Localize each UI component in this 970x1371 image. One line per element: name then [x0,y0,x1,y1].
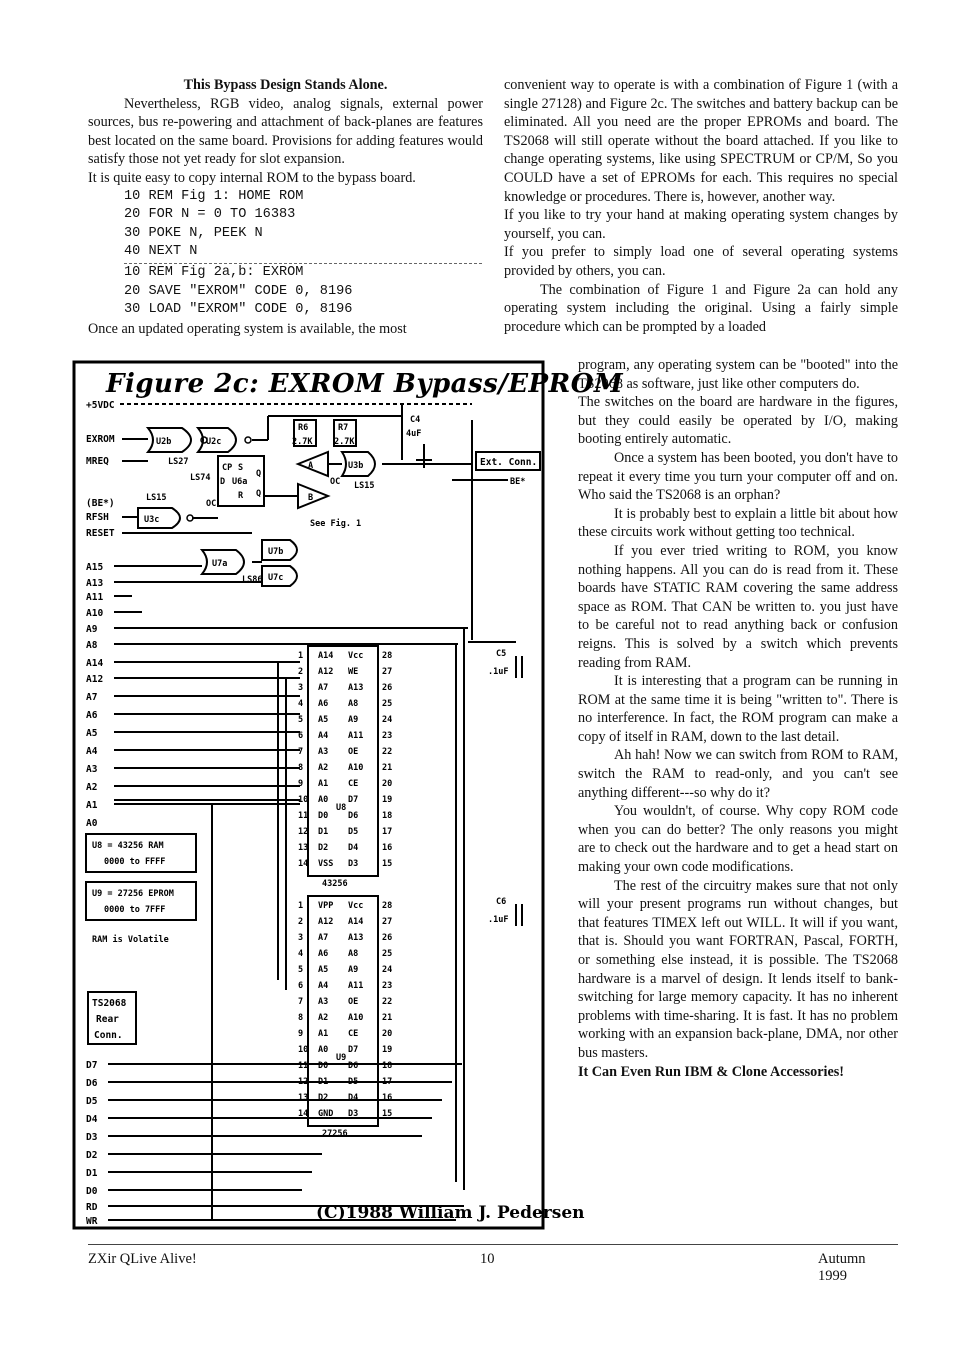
pin-number: 10 [298,1045,309,1055]
pin-name: D7 [348,1045,359,1055]
pin-name: A13 [348,683,364,693]
svg-text:A14: A14 [86,658,104,669]
left-column [88,76,483,338]
pin-number: 17 [382,1077,393,1087]
svg-text:A7: A7 [86,692,98,703]
svg-text:U9: U9 [336,1053,347,1063]
pin-name: A2 [318,763,329,773]
pin-number: 11 [298,811,309,821]
pin-number: 18 [382,811,393,821]
pin-number: 2 [298,667,304,677]
ext-conn-label: Ext. Conn. [480,457,538,468]
svg-text:D2: D2 [86,1150,98,1161]
svg-text:RD: RD [86,1202,98,1213]
section-heading: This Bypass Design Stands Alone. [183,77,388,93]
paragraph: It is probably best to explain a little bit about how these circuits work without getting too technical. [578,505,898,541]
code-line: 30 POKE N, PEEK N [124,225,263,241]
paragraph: It is quite easy to copy internal ROM to the bypass board. [88,169,416,186]
svg-text:R6: R6 [298,423,309,433]
pin-name: A1 [318,1029,329,1039]
pin-name: A3 [318,997,329,1007]
svg-text:A: A [308,461,314,471]
paragraph: program, any operating system can be "booted" into the TS2068 as software, just like other computers do. [578,357,898,392]
svg-text:U7c: U7c [268,573,284,583]
pin-number: 24 [382,715,393,725]
pin-number: 1 [298,901,304,911]
svg-text:CP: CP [222,463,233,473]
pin-number: 14 [298,1109,309,1119]
paragraph: If you like to try your hand at making operating system changes by yourself, you can. [504,207,898,242]
pin-name: A8 [348,949,359,959]
pin-name: A13 [348,933,364,943]
pin-number: 25 [382,949,393,959]
signal-label: RESET [86,528,115,539]
footer-issue: Autumn 1999 [818,1251,866,1284]
chip-name: 43256 [322,879,348,889]
svg-text:WR: WR [86,1216,98,1227]
pin-number: 2 [298,917,304,927]
pin-number: 15 [382,1109,393,1119]
svg-text:4uF: 4uF [406,429,422,439]
pin-number: 1 [298,651,304,661]
svg-text:BE*: BE* [510,477,526,487]
svg-text:C4: C4 [410,415,421,425]
paragraph: convenient way to operate is with a combination of Figure 1 (with a single 27128) and Figure 2c. The switches and battery backup can be eliminated. All you need are the proper EPROMs and board. The TS2068 will still operate without the board attached. If you like to change operating systems, like using SPECTRUM or CP/M, So you COULD have a set of EPROMs for each. This requires no special knowledge or procedures. There is, however, another way. [504,77,898,205]
pin-name: D7 [348,795,359,805]
paragraph: The switches on the board are hardware in the figures, but they could easily be operated by I/O, making booting entirely automatic. [578,394,898,448]
pin-name: OE [348,747,359,757]
pin-name: D0 [318,1061,329,1071]
svg-text:D5: D5 [86,1096,98,1107]
pin-number: 23 [382,731,393,741]
pin-name: A11 [348,731,364,741]
pin-name: A10 [348,763,364,773]
svg-text:A6: A6 [86,710,98,721]
pin-name: D3 [348,1109,359,1119]
paragraph: If you prefer to simply load one of several operating systems provided by others, you can. [504,244,898,279]
svg-text:D7: D7 [86,1060,98,1071]
pin-number: 26 [382,933,393,943]
pin-number: 17 [382,827,393,837]
footer-rule [88,1244,898,1245]
svg-text:0000 to 7FFF: 0000 to 7FFF [104,905,166,915]
svg-text:A4: A4 [86,746,98,757]
pin-number: 11 [298,1061,309,1071]
pin-number: 7 [298,997,304,1007]
pin-name: D5 [348,1077,359,1087]
pin-name: CE [348,779,359,789]
svg-text:A0: A0 [86,818,98,829]
pin-name: WE [348,667,359,677]
pin-number: 5 [298,715,304,725]
svg-text:A1: A1 [86,800,98,811]
pin-name: A3 [318,747,329,757]
svg-text:Q: Q [256,489,262,499]
pin-name: CE [348,1029,359,1039]
pin-number: 16 [382,843,393,853]
svg-text:U2c: U2c [206,437,222,447]
pin-name: D6 [348,1061,359,1071]
svg-text:A13: A13 [86,578,104,589]
pin-name: A8 [348,699,359,709]
pin-name: A4 [318,981,329,991]
pin-number: 14 [298,859,309,869]
svg-text:Rear: Rear [96,1014,119,1025]
svg-text:D4: D4 [86,1114,98,1125]
code-line: 10 REM Fig 2a,b: EXROM [124,264,304,280]
paragraph: If you ever tried writing to ROM, you know nothing happens. All you can do is read from it. These boards have STATIC RAM covering the same address space as ROM. That CAN be written to. you just have to be careful not to read anything back or confusion reigns. This is solved by a switch which prevents reading from RAM. [578,542,898,671]
paragraph: Nevertheless, RGB video, analog signals, external power sources, bus re-powering and attachment of back-planes are features best located on the same board. Provisions for adding features would satisfy those not yet ready for slot expansion. [88,95,483,168]
svg-text:LS15: LS15 [354,481,375,491]
svg-text:A10: A10 [86,608,104,619]
page-number: 10 [480,1251,495,1267]
svg-text:U8 = 43256 RAM: U8 = 43256 RAM [92,841,164,851]
pin-number: 26 [382,683,393,693]
pin-number: 15 [382,859,393,869]
pin-name: D0 [318,811,329,821]
pin-number: 23 [382,981,393,991]
pin-number: 22 [382,997,393,1007]
svg-text:A3: A3 [86,764,98,775]
svg-text:A11: A11 [86,592,104,603]
svg-text:U2b: U2b [156,437,172,447]
svg-text:R7: R7 [338,423,349,433]
pin-name: D4 [348,843,359,853]
svg-text:C5: C5 [496,649,507,659]
svg-text:U9 = 27256 EPROM: U9 = 27256 EPROM [92,889,174,899]
pin-name: A5 [318,715,329,725]
pin-name: A0 [318,1045,329,1055]
pin-name: D6 [348,811,359,821]
pin-name: A2 [318,1013,329,1023]
svg-text:U8: U8 [336,803,347,813]
paragraph: The rest of the circuitry makes sure that not only will your present programs run without changes, but that features TIMEX left out WILL. It will if you want, that is. Should you want FORTRAN, Pascal, FORTH, or something else instead, it is possible. The TS2068 hardware is a marvel of design. It lends itself to bank-switching for large memory capacity. It has no inherent problems with time-sharing. It is fast. It has no problem working with an expansion back-plane, DMA, nor other bus masters. [578,877,898,1061]
svg-text:A9: A9 [86,624,98,635]
svg-text:TS2068: TS2068 [92,998,127,1009]
svg-text:D6: D6 [86,1078,98,1089]
pin-number: 27 [382,917,393,927]
pin-name: D1 [318,1077,329,1087]
svg-text:Q: Q [256,469,262,479]
pin-name: D3 [348,859,359,869]
svg-text:LS27: LS27 [168,457,189,467]
pin-number: 21 [382,1013,393,1023]
svg-text:A12: A12 [86,674,104,685]
svg-text:LS74: LS74 [190,473,211,483]
pin-number: 4 [298,949,304,959]
pin-name: A4 [318,731,329,741]
schematic-figure [72,360,624,1230]
svg-text:0000 to FFFF: 0000 to FFFF [104,857,166,867]
chip-name: 27256 [322,1129,348,1139]
pin-name: A14 [348,917,364,927]
pin-name: A7 [318,683,329,693]
pin-number: 3 [298,933,304,943]
pin-name: A7 [318,933,329,943]
signal-label: RFSH [86,512,109,523]
pin-number: 21 [382,763,393,773]
pin-number: 20 [382,779,393,789]
pin-number: 25 [382,699,393,709]
pin-name: A14 [318,651,334,661]
pin-name: A10 [348,1013,364,1023]
paragraph: Once a system has been booted, you don't have to repeat it every time you turn your computer off and on. Who said the TS2068 is an orphan? [578,449,898,504]
svg-text:U6a: U6a [232,477,248,487]
address-lines [114,566,468,804]
pin-number: 27 [382,667,393,677]
code-line: 30 LOAD "EXROM" CODE 0, 8196 [124,302,353,318]
pin-number: 13 [298,843,309,853]
pin-number: 12 [298,1077,309,1087]
svg-text:U3b: U3b [348,461,364,471]
svg-text:.1uF: .1uF [488,667,509,677]
pin-name: VPP [318,901,334,911]
pin-name: Vcc [348,901,364,911]
code-line: 40 NEXT N [124,244,198,260]
pin-number: 19 [382,795,393,805]
pin-name: D1 [318,827,329,837]
right-column [504,76,898,336]
svg-text:Conn.: Conn. [94,1030,123,1041]
svg-text:B: B [308,493,314,503]
pin-number: 20 [382,1029,393,1039]
svg-text:D3: D3 [86,1132,98,1143]
paragraph: It is interesting that a program can be running in ROM at the same time it is being "written to". There is no interference. In fact, the ROM program can make a copy of itself in RAM, down to the last detail. [578,673,898,745]
pin-name: D2 [318,1093,329,1103]
pin-number: 6 [298,731,304,741]
code-line: 20 SAVE "EXROM" CODE 0, 8196 [124,283,353,299]
pin-name: A0 [318,795,329,805]
pin-number: 7 [298,747,304,757]
pin-name: A1 [318,779,329,789]
pin-number: 13 [298,1093,309,1103]
pin-number: 28 [382,901,393,911]
pin-name: D5 [348,827,359,837]
pin-number: 24 [382,965,393,975]
svg-text:OC: OC [206,499,217,509]
pin-number: 8 [298,1013,304,1023]
footer-magazine: ZXir QLive Alive! [88,1251,197,1267]
svg-text:D0: D0 [86,1186,98,1197]
pin-number: 28 [382,651,393,661]
closing-line: It Can Even Run IBM & Clone Accessories! [578,1063,845,1080]
pin-number: 4 [298,699,304,709]
page-footer [88,1248,898,1284]
svg-text:D: D [220,477,226,487]
signal-label: (BE*) [86,498,115,509]
pin-name: A6 [318,949,329,959]
eprom-chip [308,896,378,1126]
ram-volatile-note: RAM is Volatile [92,935,169,945]
svg-text:D1: D1 [86,1168,98,1179]
svg-text:U7a: U7a [212,559,228,569]
see-fig-note: See Fig. 1 [310,519,362,529]
pin-number: 22 [382,747,393,757]
pin-number: 3 [298,683,304,693]
pin-number: 10 [298,795,309,805]
pin-number: 5 [298,965,304,975]
pin-number: 12 [298,827,309,837]
figure-title: Figure 2c: EXROM Bypass/EPROM [106,369,624,399]
svg-text:A2: A2 [86,782,98,793]
pin-name: GND [318,1109,334,1119]
svg-text:LS15: LS15 [146,493,167,503]
code-line: 10 REM Fig 1: HOME ROM [124,188,304,204]
code-line: 20 FOR N = 0 TO 16383 [124,207,296,223]
pin-number: 9 [298,1029,304,1039]
svg-text:2.7K: 2.7K [334,437,355,447]
paragraph: The combination of Figure 1 and Figure 2a can hold any operating system including the original. Using a fairly simple procedure which can be prompted by a loaded [504,281,898,335]
svg-text:U3c: U3c [144,515,160,525]
svg-text:S: S [238,463,244,473]
pin-name: A5 [318,965,329,975]
svg-text:A5: A5 [86,728,98,739]
pin-name: Vcc [348,651,364,661]
paragraph: Once an updated operating system is available, the most [88,320,407,337]
svg-text:OC: OC [330,477,341,487]
signal-label: EXROM [86,434,115,445]
pin-name: A12 [318,667,334,677]
ram-chip [308,646,378,876]
svg-text:LS86: LS86 [242,575,263,585]
pin-name: VSS [318,859,334,869]
svg-text:A15: A15 [86,562,104,573]
paragraph: You wouldn't, of course. Why copy ROM code when you can do better? The only reasons you might are to check out the hardware and to get a head start on making your own code modifications. [578,803,898,876]
pin-number: 6 [298,981,304,991]
pin-name: OE [348,997,359,1007]
pin-number: 19 [382,1045,393,1055]
svg-text:R: R [238,491,244,501]
paragraph: Ah hah! Now we can switch from ROM to RAM, switch the RAM to read-only, and you can't see anything different---so why do it? [578,747,898,801]
pin-name: A12 [318,917,334,927]
right-column-narrow [578,356,898,1081]
pin-name: A9 [348,715,359,725]
pin-name: A11 [348,981,364,991]
pin-name: D2 [318,843,329,853]
svg-text:A8: A8 [86,640,98,651]
svg-text:2.7K: 2.7K [292,437,313,447]
figure-copyright: (C)1988 William J. Pedersen [316,1203,585,1223]
pin-number: 16 [382,1093,393,1103]
svg-text:.1uF: .1uF [488,915,509,925]
signal-label: MREQ [86,456,109,467]
pin-number: 8 [298,763,304,773]
pin-name: A9 [348,965,359,975]
pin-name: A6 [318,699,329,709]
pin-number: 9 [298,779,304,789]
svg-text:U7b: U7b [268,547,284,557]
pin-number: 18 [382,1061,393,1071]
power-label: +5VDC [86,400,115,411]
svg-text:C6: C6 [496,897,507,907]
pin-name: D4 [348,1093,359,1103]
